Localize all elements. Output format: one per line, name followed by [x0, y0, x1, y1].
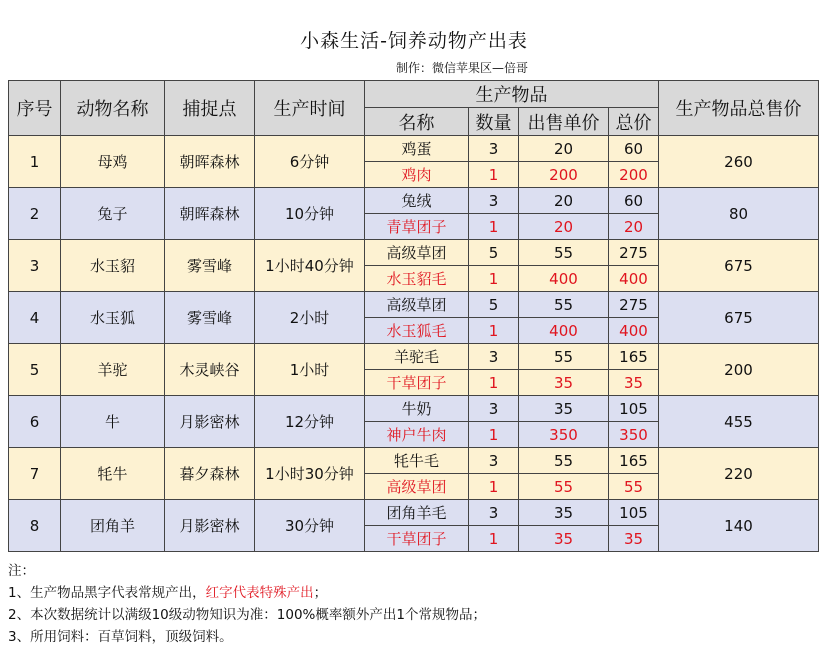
- capture-location: 暮夕森林: [165, 448, 255, 500]
- product-qty: 1: [469, 266, 519, 292]
- product-price: 55: [519, 448, 609, 474]
- product-sum: 35: [609, 526, 659, 552]
- header-product-sum: 总价: [609, 108, 659, 136]
- production-time: 2小时: [255, 292, 365, 344]
- row-index: 7: [9, 448, 61, 500]
- table-row: [9, 136, 819, 162]
- product-price: 20: [519, 214, 609, 240]
- production-time: 12分钟: [255, 396, 365, 448]
- capture-location: 雾雪峰: [165, 240, 255, 292]
- total-price: 260: [659, 136, 819, 188]
- table-row: [9, 396, 819, 422]
- capture-location: 朝晖森林: [165, 188, 255, 240]
- product-qty: 1: [469, 214, 519, 240]
- production-time: 10分钟: [255, 188, 365, 240]
- product-price: 35: [519, 396, 609, 422]
- product-qty: 1: [469, 318, 519, 344]
- animal-name: 母鸡: [61, 136, 165, 188]
- capture-location: 木灵峡谷: [165, 344, 255, 396]
- product-price: 20: [519, 188, 609, 214]
- header-location: 捕捉点: [165, 81, 255, 136]
- product-name: 神户牛肉: [365, 422, 469, 448]
- capture-location: 雾雪峰: [165, 292, 255, 344]
- row-index: 8: [9, 500, 61, 552]
- product-name: 鸡蛋: [365, 136, 469, 162]
- product-sum: 350: [609, 422, 659, 448]
- total-price: 675: [659, 240, 819, 292]
- total-price: 140: [659, 500, 819, 552]
- note-2: 2、本次数据统计以满级10级动物知识为准：100%概率额外产出1个常规物品；: [8, 607, 486, 623]
- product-price: 20: [519, 136, 609, 162]
- product-sum: 400: [609, 266, 659, 292]
- product-sum: 275: [609, 292, 659, 318]
- table-row: [9, 500, 819, 526]
- note-1-suffix: ；: [313, 585, 328, 601]
- header-animal: 动物名称: [61, 81, 165, 136]
- note-1-red-text: 红字代表特殊产出: [205, 585, 314, 601]
- product-qty: 1: [469, 474, 519, 500]
- product-qty: 3: [469, 500, 519, 526]
- product-name: 兔绒: [365, 188, 469, 214]
- product-qty: 3: [469, 344, 519, 370]
- product-price: 55: [519, 344, 609, 370]
- product-sum: 35: [609, 370, 659, 396]
- header-row: [9, 81, 819, 108]
- product-name: 牦牛毛: [365, 448, 469, 474]
- total-price: 675: [659, 292, 819, 344]
- product-name: 高级草团: [365, 240, 469, 266]
- product-name: 鸡肉: [365, 162, 469, 188]
- product-name: 高级草团: [365, 474, 469, 500]
- product-qty: 3: [469, 188, 519, 214]
- product-qty: 3: [469, 448, 519, 474]
- total-price: 455: [659, 396, 819, 448]
- product-name: 水玉貂毛: [365, 266, 469, 292]
- product-sum: 55: [609, 474, 659, 500]
- row-index: 6: [9, 396, 61, 448]
- product-price: 350: [519, 422, 609, 448]
- product-name: 高级草团: [365, 292, 469, 318]
- header-total: 生产物品总售价: [659, 81, 819, 136]
- production-time: 1小时40分钟: [255, 240, 365, 292]
- product-sum: 20: [609, 214, 659, 240]
- product-sum: 165: [609, 448, 659, 474]
- row-index: 2: [9, 188, 61, 240]
- production-time: 1小时: [255, 344, 365, 396]
- total-price: 220: [659, 448, 819, 500]
- table-row: [9, 292, 819, 318]
- row-index: 1: [9, 136, 61, 188]
- product-price: 200: [519, 162, 609, 188]
- product-price: 400: [519, 266, 609, 292]
- product-sum: 60: [609, 188, 659, 214]
- product-price: 400: [519, 318, 609, 344]
- product-sum: 105: [609, 500, 659, 526]
- product-sum: 60: [609, 136, 659, 162]
- production-time: 1小时30分钟: [255, 448, 365, 500]
- product-qty: 5: [469, 292, 519, 318]
- notes-heading: 注：: [8, 563, 35, 579]
- table-row: [9, 240, 819, 266]
- capture-location: 月影密林: [165, 500, 255, 552]
- table-row: [9, 188, 819, 214]
- animal-name: 牦牛: [61, 448, 165, 500]
- product-qty: 1: [469, 162, 519, 188]
- product-price: 55: [519, 240, 609, 266]
- header-product-qty: 数量: [469, 108, 519, 136]
- note-1: [8, 582, 486, 604]
- header-product-name: 名称: [365, 108, 469, 136]
- animal-name: 牛: [61, 396, 165, 448]
- header-product-price: 出售单价: [519, 108, 609, 136]
- capture-location: 月影密林: [165, 396, 255, 448]
- product-qty: 5: [469, 240, 519, 266]
- animal-name: 兔子: [61, 188, 165, 240]
- table-row: [9, 448, 819, 474]
- product-price: 35: [519, 526, 609, 552]
- product-price: 55: [519, 292, 609, 318]
- header-time: 生产时间: [255, 81, 365, 136]
- animal-name: 水玉狐: [61, 292, 165, 344]
- author-credit: 制作：微信苹果区—倍哥: [396, 61, 529, 75]
- note-1-text: 1、生产物品黑字代表常规产出，: [8, 585, 206, 601]
- page-title: 小森生活-饲养动物产出表: [300, 30, 528, 52]
- product-name: 水玉狐毛: [365, 318, 469, 344]
- production-time: 6分钟: [255, 136, 365, 188]
- production-time: 30分钟: [255, 500, 365, 552]
- notes: [8, 560, 486, 648]
- table-body: [9, 136, 819, 552]
- note-3: 3、所用饲料：百草饲料，顶级饲料。: [8, 629, 233, 645]
- product-price: 35: [519, 370, 609, 396]
- header-index: 序号: [9, 81, 61, 136]
- total-price: 200: [659, 344, 819, 396]
- total-price: 80: [659, 188, 819, 240]
- animal-name: 团角羊: [61, 500, 165, 552]
- product-qty: 3: [469, 396, 519, 422]
- product-price: 35: [519, 500, 609, 526]
- product-sum: 275: [609, 240, 659, 266]
- product-name: 团角羊毛: [365, 500, 469, 526]
- row-index: 4: [9, 292, 61, 344]
- header-products: 生产物品: [365, 81, 659, 108]
- product-qty: 3: [469, 136, 519, 162]
- row-index: 3: [9, 240, 61, 292]
- product-name: 青草团子: [365, 214, 469, 240]
- product-sum: 400: [609, 318, 659, 344]
- animal-name: 水玉貂: [61, 240, 165, 292]
- capture-location: 朝晖森林: [165, 136, 255, 188]
- product-qty: 1: [469, 422, 519, 448]
- animal-name: 羊驼: [61, 344, 165, 396]
- product-name: 羊驼毛: [365, 344, 469, 370]
- product-name: 牛奶: [365, 396, 469, 422]
- product-qty: 1: [469, 526, 519, 552]
- product-sum: 165: [609, 344, 659, 370]
- row-index: 5: [9, 344, 61, 396]
- product-sum: 105: [609, 396, 659, 422]
- table-row: [9, 344, 819, 370]
- product-qty: 1: [469, 370, 519, 396]
- product-sum: 200: [609, 162, 659, 188]
- product-name: 干草团子: [365, 370, 469, 396]
- product-price: 55: [519, 474, 609, 500]
- animal-output-table: [8, 80, 819, 552]
- product-name: 干草团子: [365, 526, 469, 552]
